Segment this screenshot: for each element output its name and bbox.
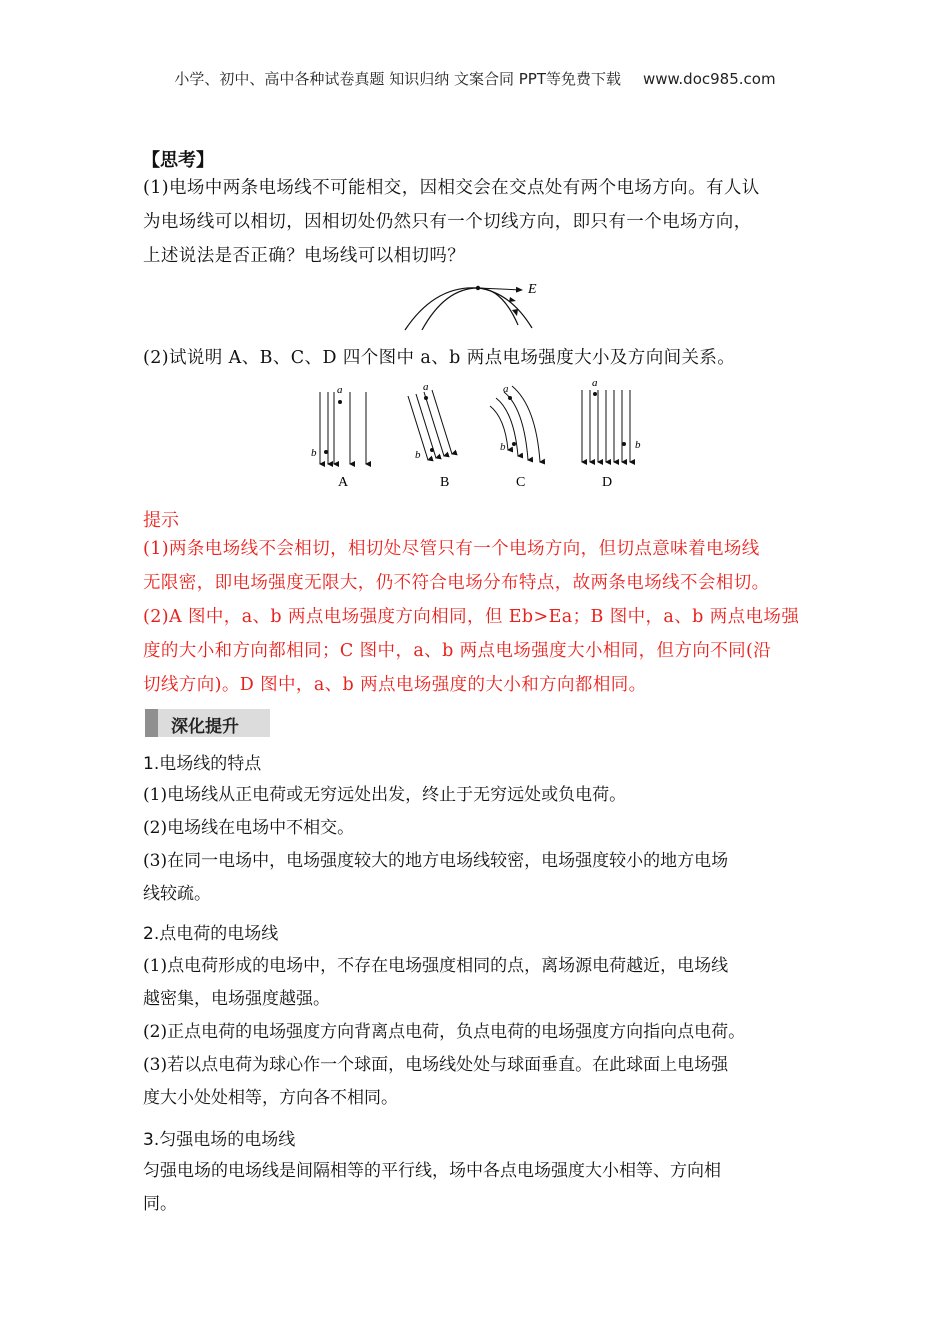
body-line: (3)若以点电荷为球心作一个球面，电场线处处与球面垂直。在此球面上电场强 <box>143 1055 729 1075</box>
part-1-heading: 1.电场线的特点 <box>143 754 262 774</box>
hint-line: (1)两条电场线不会相切，相切处尽管只有一个电场方向，但切点意味着电场线 <box>143 539 760 559</box>
question-1-line: 上述说法是否正确？电场线可以相切吗？ <box>143 246 466 266</box>
body-line: 越密集，电场强度越强。 <box>143 989 330 1009</box>
hint-line: (2)A 图中，a、b 两点电场强度方向相同，但 Eb>Ea；B 图中，a、b 两点电场强 <box>143 607 800 627</box>
label-b: b <box>500 441 506 453</box>
label-b: b <box>635 439 641 451</box>
tangent-point <box>476 286 480 290</box>
part-3-body <box>143 1155 811 1221</box>
question-1-line: 为电场线可以相切，因相切处仍然只有一个切线方向，即只有一个电场方向， <box>143 212 752 232</box>
part-1-body <box>143 779 811 911</box>
diagram-c <box>490 383 540 462</box>
part-2-body <box>143 950 811 1115</box>
tangent-field-lines-figure <box>400 280 560 332</box>
hint-line: 无限密，即电场强度无限大，仍不符合电场分布特点，故两条电场线不会相切。 <box>143 573 770 593</box>
body-line: 度大小处处相等，方向各不相同。 <box>143 1088 398 1108</box>
part-3-heading: 3.匀强电场的电场线 <box>143 1130 296 1150</box>
hint-body <box>143 532 811 702</box>
label-a: a <box>503 383 509 395</box>
field-label-e: E <box>528 282 537 297</box>
label-a: a <box>423 381 429 393</box>
diagram-d <box>582 378 641 462</box>
hint-line: 切线方向)。D 图中，a、b 两点电场强度的大小和方向都相同。 <box>143 675 647 695</box>
panel-label-d: D <box>602 475 613 490</box>
inner-field-line <box>422 288 518 330</box>
body-line: (3)在同一电场中，电场强度较大的地方电场线较密，电场强度较小的地方电场 <box>143 851 729 871</box>
body-line: 匀强电场的电场线是间隔相等的平行线，场中各点电场强度大小相等、方向相 <box>143 1161 721 1181</box>
label-a: a <box>592 378 598 389</box>
question-1-line: (1)电场中两条电场线不可能相交，因相交会在交点处有两个电场方向。有人认 <box>143 178 760 198</box>
part-2-heading: 2.点电荷的电场线 <box>143 924 279 944</box>
header-text: 小学、初中、高中各种试卷真题 知识归纳 文案合同 PPT等免费下载 <box>174 70 621 88</box>
section-header <box>145 709 270 737</box>
diagram-b <box>408 381 452 461</box>
header-site: www.doc985.com <box>642 70 776 88</box>
panel-label-c: C <box>516 475 526 490</box>
label-a: a <box>337 384 343 396</box>
outer-field-line <box>405 288 532 330</box>
panel-label-a: A <box>338 475 349 490</box>
four-field-diagrams <box>300 378 650 496</box>
hint-title: 提示 <box>143 510 179 531</box>
section-title: 深化提升 <box>171 717 239 737</box>
body-line: (1)电场线从正电荷或无穷远处出发，终止于无穷远处或负电荷。 <box>143 785 627 805</box>
panel-label-b: B <box>440 475 450 490</box>
diagram-a <box>311 384 366 464</box>
body-line: (2)正点电荷的电场强度方向背离点电荷，负点电荷的电场强度方向指向点电荷。 <box>143 1022 746 1042</box>
body-line: 同。 <box>143 1194 177 1214</box>
label-b: b <box>311 447 317 459</box>
question-1 <box>143 171 811 273</box>
label-b: b <box>415 449 421 461</box>
think-title: 【思考】 <box>142 150 214 171</box>
body-line: (2)电场线在电场中不相交。 <box>143 818 355 838</box>
body-line: 线较疏。 <box>143 884 211 904</box>
body-line: (1)点电荷形成的电场中，不存在电场强度相同的点，离场源电荷越近，电场线 <box>143 956 729 976</box>
section-marker <box>145 709 158 737</box>
question-2: (2)试说明 A、B、C、D 四个图中 a、b 两点电场强度大小及方向间关系。 <box>143 348 736 368</box>
page-header <box>0 68 950 89</box>
hint-line: 度的大小和方向都相同；C 图中，a、b 两点电场强度大小相同，但方向不同(沿 <box>143 641 772 661</box>
